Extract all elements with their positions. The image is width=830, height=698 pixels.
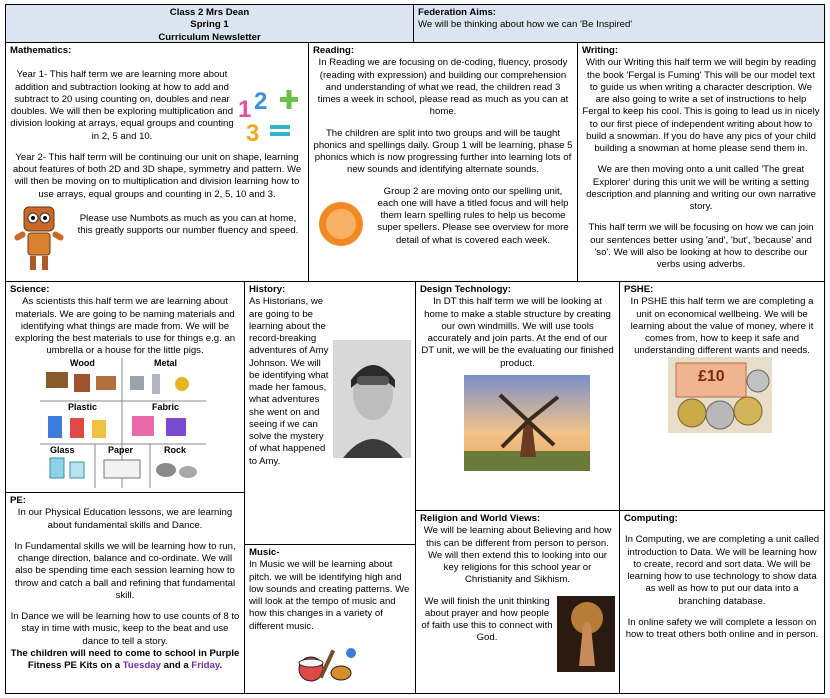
header-aims-cell	[413, 4, 825, 43]
letters-sounds-logo	[313, 200, 369, 248]
numbers-icon	[236, 87, 304, 143]
music-text: In Music we will be learning about pitch. we will be identifying high and low sounds and creating patterns. We will look at the tempo of music and how this changes in a variety of different music.	[249, 559, 410, 632]
robot-icon	[10, 203, 68, 273]
instruments-icon	[295, 641, 359, 687]
header-class-cell	[5, 4, 414, 43]
history-title: History:	[249, 284, 286, 295]
re-title: Religion and World Views:	[420, 513, 541, 524]
material-label-paper: Paper	[108, 445, 134, 455]
pshe-cell	[619, 281, 825, 511]
class-name: Class 2 Mrs Dean	[169, 7, 250, 18]
windmill-image	[464, 375, 590, 471]
writing-cell	[577, 42, 825, 282]
maths-cell	[5, 42, 309, 282]
history-cell	[244, 281, 416, 545]
pe-text-3: In Dance we will be learning how to use counts of 8 to stay in time with music, keep to the beat and use dance to tell a story.	[10, 611, 240, 647]
term-name: Spring 1	[190, 19, 229, 31]
letters-sounds-icon	[313, 200, 369, 248]
science-title: Science:	[10, 284, 50, 295]
pe-kit-start: The children will need to come to school in Purple Fitness PE Kits on a	[10, 647, 240, 672]
newsletter-title: Curriculum Newsletter	[158, 31, 261, 43]
re-text-1: We will be learning about Believing and how this can be different from person to person. We will then extend this to looking into our key religions for this school year or Christianity and Sikhism.	[423, 525, 612, 586]
banknote-label: £10	[698, 368, 725, 385]
pe-cell	[5, 492, 245, 694]
reading-title: Reading:	[313, 45, 355, 56]
maths-numbots-text: Please use Numbots as much as you can at home, this greatly supports our number fluency and speed.	[77, 212, 299, 237]
reading-text-1: In Reading we are focusing on de-coding, fluency, prosody (reading with expression) and building our comprehension and understanding of what we read, the children read 3 times a week in school, please read as much as you can at home.	[317, 57, 569, 118]
pe-day-tuesday: Tuesday	[122, 660, 161, 672]
science-cell	[5, 281, 245, 493]
amy-johnson-portrait	[333, 340, 411, 458]
aims-title: Federation Aims:	[418, 7, 497, 18]
re-text-2: We will finish the unit thinking about prayer and how people of faith use this to connect with God.	[421, 595, 553, 644]
material-label-wood: Wood	[70, 358, 95, 368]
svg-text:3: 3	[246, 120, 260, 144]
pe-title: PE:	[10, 495, 26, 506]
material-label-fabric: Fabric	[152, 402, 180, 412]
reading-text-2: The children are split into two groups and will be taught phonics and spellings daily. Group 1 will be learning, phase 5 phonics which is now progressing further into learning lots of new sounds and identifying alternate sounds.	[313, 127, 573, 176]
material-label-glass: Glass	[50, 445, 75, 455]
maths-title: Mathematics:	[10, 45, 72, 56]
praying-hands-image	[557, 596, 615, 672]
writing-text-2: We are then moving onto a unit called 'The great Explorer' during this unit we will be writing a setting description and planning and writing our own narrative story.	[586, 164, 816, 213]
re-cell	[415, 510, 620, 694]
materials-grid	[40, 358, 206, 488]
writing-title: Writing:	[582, 45, 619, 56]
dt-text: In DT this half term we will be looking at home to make a stable structure by creating our own windmills. We will use tools accurately and join parts. At the end of our DT unit, we will be the evaluating our finished product.	[421, 296, 614, 369]
computing-title: Computing:	[624, 513, 678, 524]
writing-text-1: With our Writing this half term we will begin by reading the book 'Fergal is Fuming' This will be our model text to guide us when writing a character description. We are also going to write a set of instructions to help Fergal to keep his cool. This is going to lead us in nicely to our first piece of independent writing about how to build a snowman. If you do have any pics of your child building a snowman at home please send them in.	[582, 57, 820, 155]
history-text: As Historians, we are going to be learning about the record-breaking adventures of Amy Johnson. We will be identifying what made her famous, what adventures she went on and seeing if we can solve the mystery of what happened to Amy.	[249, 296, 329, 467]
svg-text:1: 1	[238, 96, 252, 124]
prayer-photo	[557, 596, 615, 672]
maths-year2-text: Year 2- This half term will be continuing our unit on shape, learning about features of both 2D and 3D shape, symmetry and pattern. We will then be moving on to multiplication and division learning how to use arrays, equal groups and counting in 2, 5, 10 and 3.	[12, 151, 302, 200]
science-text: As scientists this half term we are learning about materials. We are going to be naming materials and identifying what things are made from. We will be exploring the best materials to use for things e.g. an umbrella or a house for the little pigs.	[14, 296, 236, 357]
pshe-text: In PSHE this half term we are completing a unit on economical wellbeing. We will be learning about the value of money, where it comes from, how to keep it safe and understanding different wants and needs.	[630, 296, 814, 357]
dt-cell	[415, 281, 620, 511]
computing-text-2: In online safety we will complete a lesson on how to treat others both online and in person.	[625, 616, 819, 641]
pe-text-1: In our Physical Education lessons, we are learning about fundamental skills and Dance.	[17, 507, 233, 531]
pe-text-2: In Fundamental skills we will be learning how to run, change direction, balance and co-ordinate. We will also be spending time each session learning how to throw and catch a ball and refining that fundamental skill.	[14, 540, 236, 601]
reading-text-3: Group 2 are moving onto our spelling unit, each one will have a titled focus and will help them learn spelling rules to help us become super spellers. Please see overview for more detail of what is covered each week.	[377, 185, 569, 246]
windmill-photo	[464, 375, 590, 471]
pe-kit-text	[10, 648, 240, 673]
computing-text-1: In Computing, we are completing a unit called introduction to Data. We will be learning how to create, record and sort data. We will be learning how to use technology to show data as well as how to put our data into a branching database.	[624, 534, 820, 607]
aims-text: We will be thinking about how we can 'Be Inspired'	[418, 19, 633, 31]
money-photo	[668, 357, 772, 433]
material-label-metal: Metal	[154, 358, 178, 368]
maths-year1-text: Year 1- This half term we are learning more about addition and subtraction looking at how to add and subtract to 20 using counting on, doubles and near doubles. We will then be exploring multiplication and division looking at arrays, equal groups and counting in 2, 5 and 10.	[10, 69, 234, 142]
music-title: Music-	[249, 547, 280, 558]
writing-text-3: This half term we will be focusing on how we can join our sentences better using 'and', 'but', 'because' and 'so'. We will also be looking at how to describe our verbs using adverbs.	[588, 222, 814, 271]
material-label-rock: Rock	[164, 445, 187, 455]
pe-day-friday: Friday	[191, 660, 220, 672]
dt-title: Design Technology:	[420, 284, 511, 295]
amy-johnson-photo	[333, 340, 411, 458]
pe-kit-and: and a	[160, 660, 192, 672]
reading-cell	[308, 42, 578, 282]
music-cell	[244, 544, 416, 694]
pe-kit-end: .	[219, 660, 223, 672]
materials-chart	[40, 358, 206, 488]
pshe-title: PSHE:	[624, 284, 654, 295]
svg-text:2: 2	[254, 88, 268, 116]
computing-cell	[619, 510, 825, 694]
material-label-plastic: Plastic	[68, 402, 98, 412]
